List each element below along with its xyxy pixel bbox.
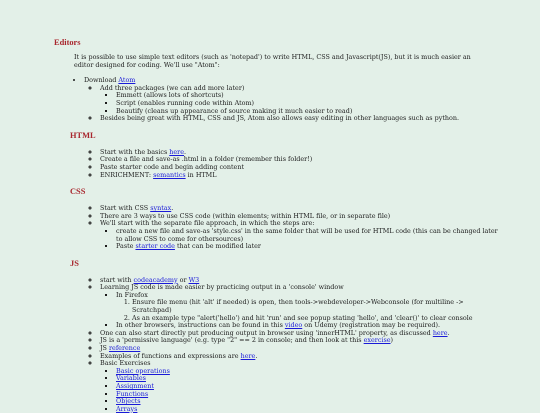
html-heading: HTML xyxy=(70,130,96,140)
period: . xyxy=(184,147,187,156)
step2-prefix: Paste xyxy=(116,242,136,251)
list-item xyxy=(100,284,500,330)
editors-intro: It is possible to use simple text editors (such as 'notepad') to write HTML, CSS and Javascript(JS), but it is much easier an editor designed for coding. We'll use "Atom": xyxy=(74,53,471,69)
exercise-item xyxy=(116,375,500,383)
enrichment-suffix: in HTML xyxy=(185,170,217,179)
exercise-link[interactable]: Assignment xyxy=(116,382,154,390)
basic-exercises-text: Basic Exercises xyxy=(100,359,151,368)
step2-suffix: that can be modified later xyxy=(174,242,261,251)
w3-link[interactable]: W3 xyxy=(188,275,200,284)
list-item xyxy=(100,85,500,115)
paren: ) xyxy=(390,336,394,345)
or-text: or xyxy=(177,275,189,284)
firefox-steps xyxy=(118,299,500,322)
atom-sublist xyxy=(86,85,500,123)
exercise-link[interactable]: Arrays xyxy=(116,404,138,413)
exercise-item xyxy=(116,368,500,376)
exercise-item xyxy=(116,391,500,399)
exercises-list xyxy=(102,368,500,413)
package-item: ▪ Emmett (allows lots of shortcuts) xyxy=(116,92,500,100)
list-item xyxy=(100,360,500,413)
enrichment-label: ENRICHMENT: xyxy=(100,170,154,179)
css-sublist xyxy=(86,205,500,251)
reference-link[interactable]: reference xyxy=(108,344,141,353)
html-sublist xyxy=(86,149,500,179)
list-item: ◦ There are 3 ways to use CSS code (within elements; within HTML file, or in separate file) xyxy=(100,213,500,221)
besides-text: ◦ Besides being great with HTML, CSS and JS, Atom also allows easy editing in other languages such as python. xyxy=(100,115,500,123)
package-item: ▪ Script (enables running code within Atom) xyxy=(116,100,500,108)
list-item xyxy=(100,172,500,180)
step-item: 1. Ensure file menu (hit 'alt' if needed) is open, then tools->webdeveloper->Webconsole (for multiline -> Scratchpad) xyxy=(132,299,500,314)
other-browsers-text: In other browsers, instructions can be found in this xyxy=(116,321,285,330)
list-item xyxy=(100,220,500,250)
list-item: ◦ Paste starter code and begin adding content xyxy=(100,164,500,172)
period: . xyxy=(255,351,258,360)
packages-list xyxy=(102,92,500,115)
html-list xyxy=(70,149,500,179)
js-sublist xyxy=(86,277,500,413)
syntax-link[interactable]: syntax xyxy=(150,204,172,213)
list-item: ◦ Create a file and save-as .html in a folder (remember this folder!) xyxy=(100,156,500,164)
package-item: ▪ Beautify (cleans up appearance of source making it much easier to read) xyxy=(116,108,500,116)
examples-link[interactable]: here xyxy=(240,351,256,360)
step-item xyxy=(116,243,500,251)
innerhtml-link[interactable]: here xyxy=(432,328,448,337)
starter-code-link[interactable]: starter code xyxy=(135,242,175,251)
html-basics-link[interactable]: here xyxy=(169,147,185,156)
atom-link[interactable]: Atom xyxy=(118,76,136,85)
examples-text: Examples of functions and expressions are xyxy=(100,351,241,360)
exercise-link[interactable]: Basic operations xyxy=(116,366,170,375)
list-item xyxy=(100,337,500,345)
codeacademy-link[interactable]: codeacademy xyxy=(133,275,178,284)
exercise-link[interactable]: Objects xyxy=(116,397,141,406)
list-item xyxy=(100,353,500,361)
list-item xyxy=(116,292,500,322)
js-heading: JS xyxy=(70,258,79,268)
innerhtml-text: One can also start directly put producing output in browser using 'innerHTML' property, as discussed xyxy=(100,328,433,337)
video-link[interactable]: video xyxy=(284,321,303,330)
step-item: ▪ create a new file and save-as 'style.css' in the same folder that will be used for HTML code (this can be changed later to allow CSS to come for othersources) xyxy=(116,228,500,243)
html-section xyxy=(54,131,500,179)
exercise-item xyxy=(116,383,500,391)
permissive-text: JS is a 'permissive language' (e.g. type "2" == 2 in console; and then look at this xyxy=(100,336,364,345)
firefox-text: In Firefox xyxy=(116,290,148,299)
js-list xyxy=(70,277,500,413)
period: . xyxy=(447,328,450,337)
css-heading: CSS xyxy=(70,187,86,197)
exercise-link[interactable]: Functions xyxy=(116,389,149,398)
exercise-item xyxy=(116,406,500,413)
console-sublist xyxy=(102,292,500,330)
editors-list xyxy=(70,77,500,123)
semantics-link[interactable]: semantics xyxy=(153,170,186,179)
download-text: Download xyxy=(84,76,119,85)
step-item: 2. As an example type "alert('hello') and hit 'run' and see popup stating 'hello', and 'clear()' to clear console xyxy=(132,315,500,323)
js-text: JS xyxy=(100,344,109,353)
css-steps xyxy=(102,228,500,251)
separate-file-text: We'll start with the separate file approach, in which the steps are: xyxy=(100,219,315,228)
css-list xyxy=(70,205,500,251)
list-item xyxy=(84,77,500,123)
udemy-text: on Udemy (registration may be required). xyxy=(302,321,440,330)
js-section xyxy=(54,259,500,413)
css-start-text: Start with CSS xyxy=(100,204,151,213)
period: . xyxy=(171,204,174,213)
html-start-text: Start with the basics xyxy=(100,147,170,156)
css-section xyxy=(54,187,500,251)
console-text: Learning JS code is made easier by practicing output in a 'console' window xyxy=(100,283,344,292)
editors-heading: Editors xyxy=(54,38,81,47)
exercise-link[interactable]: Variables xyxy=(116,374,146,383)
js-start-text: start with xyxy=(100,275,134,284)
packages-text: Add three packages (we can add more later) xyxy=(100,83,245,92)
exercise-link[interactable]: exercise xyxy=(363,336,391,345)
